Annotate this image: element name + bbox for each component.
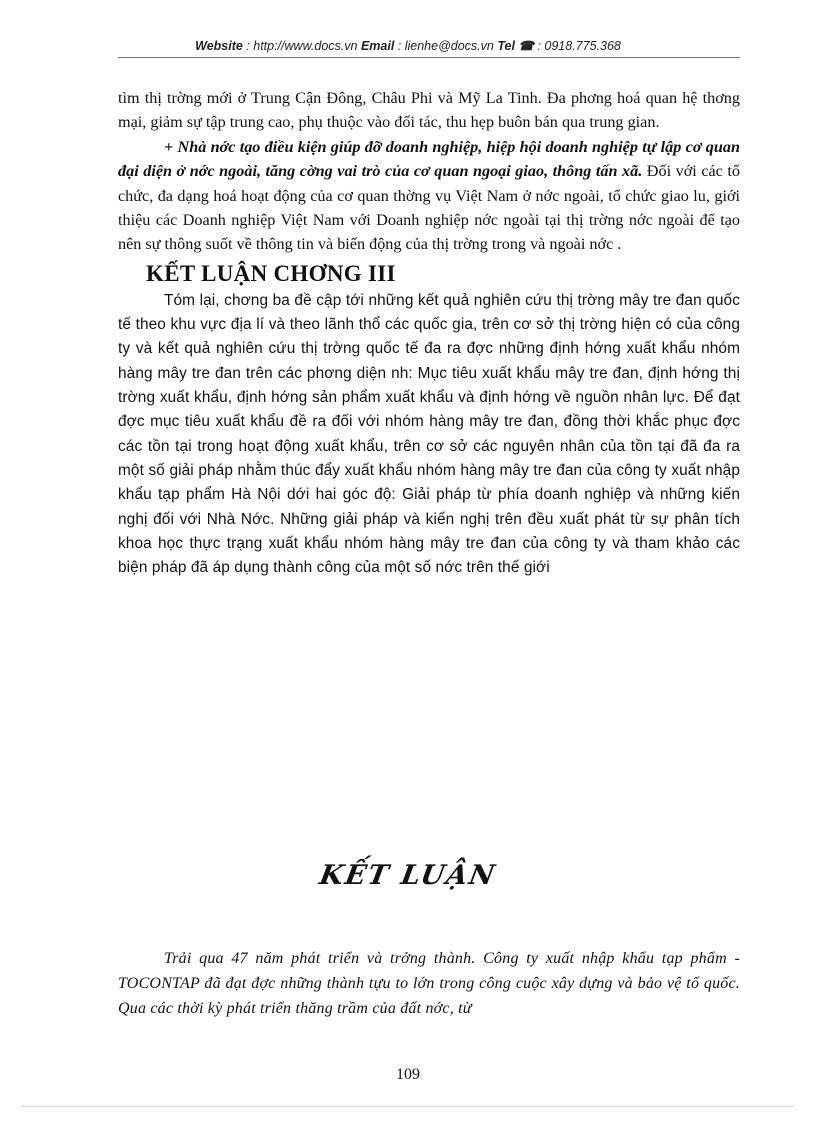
conclusion-title: KẾT LUẬN <box>317 860 499 891</box>
page-header <box>0 38 816 53</box>
paragraph-market: tìm thị trờng mới ở Trung Cận Đông, Châu Phi và Mỹ La Tinh. Đa phơng hoá quan hệ thơng mại, giảm sự tập trung cao, phụ thuộc vào đối tác, thu hẹp buôn bán qua trung gian. <box>118 89 740 132</box>
chapter-summary: Tóm lại, chơng ba đề cập tới những kết quả nghiên cứu thị trờng mây tre đan quốc tế theo khu vực địa lí và theo lãnh thổ các quốc gia, trên cơ sở thị trờng hiện có của công ty và kết quả nghiên cứu thị trờng quốc tế đa ra đợc những định hớng xuất khẩu nhóm hàng mây tre đan trên các phơng diện nh: Mục tiêu xuất khẩu mây tre đan, định hớng thị trờng xuất khẩu, định hớng sản phẩm xuất khẩu và định hớng về nguồn nhân lực. Để đạt đợc mục tiêu xuất khẩu đề ra đối với nhóm hàng mây tre đan, đồng thời khắc phục đợc các tồn tại trong hoạt động xuất khẩu, trên cơ sở các nguyên nhân của tồn tại đã đa ra một số giải pháp nhằm thúc đẩy xuất khẩu nhóm hàng mây tre đan của công ty xuất nhập khẩu tạp phẩm Hà Nội dới hai góc độ: Giải pháp từ phía doanh nghiệp và những kiến nghị đối với Nhà Nớc. Những giải pháp và kiến nghị trên đều xuất phát từ sự phân tích khoa học thực trạng xuất khẩu nhóm hàng mây tre đan của công ty và tham khảo các biện pháp đã áp dụng thành công của một số nớc trên thế giới <box>118 291 740 577</box>
conclusion-section <box>118 946 740 1021</box>
page-number: 109 <box>396 1066 420 1083</box>
chapter-title: KẾT LUẬN CHƠNG III <box>146 260 396 286</box>
state-support-text: Đối với các tổ chức, đa dạng hoá hoạt động của cơ quan thờng vụ Việt Nam ở nớc ngoài, tổ chức giao lu, giới thiệu các Doanh nghiệp Việt Nam với Doanh nghiệp nớc ngoài tại thị trờng nớc ngoài để tạo nên sự thông suốt về thông tin và biến động của thị trờng trong và ngoài nớc . <box>118 162 740 254</box>
footer-divider <box>22 1106 794 1107</box>
website-label: Website <box>195 39 243 53</box>
state-support-bold-text: + Nhà nớc tạo điều kiện giúp đỡ doanh nghiệp, hiệp hội doanh nghiệp tự lập cơ quan đại diện ở nớc ngoài, tăng cờng vai trò của cơ quan ngoại giao, thông tấn xã. <box>118 137 740 181</box>
tel-label: Tel ☎ <box>497 39 534 53</box>
conclusion-paragraph: Trải qua 47 năm phát triển và trởng thành. Công ty xuất nhập khẩu tạp phẩm - TOCONTAP đã đạt đợc những thành tựu to lớn trong công cuộc xây dựng và bảo vệ tổ quốc. Qua các thời kỳ phát triển thăng trầm của đất nớc, từ <box>118 950 740 1017</box>
main-content <box>118 86 740 580</box>
email-label: Email <box>360 39 395 53</box>
paragraph-state-support <box>118 135 740 257</box>
header-divider <box>118 57 740 58</box>
tel-value: : 0918.775.368 <box>533 39 621 53</box>
email-value: : lienhe@docs.vn <box>394 39 498 53</box>
website-value: : http://www.docs.vn <box>242 39 361 53</box>
